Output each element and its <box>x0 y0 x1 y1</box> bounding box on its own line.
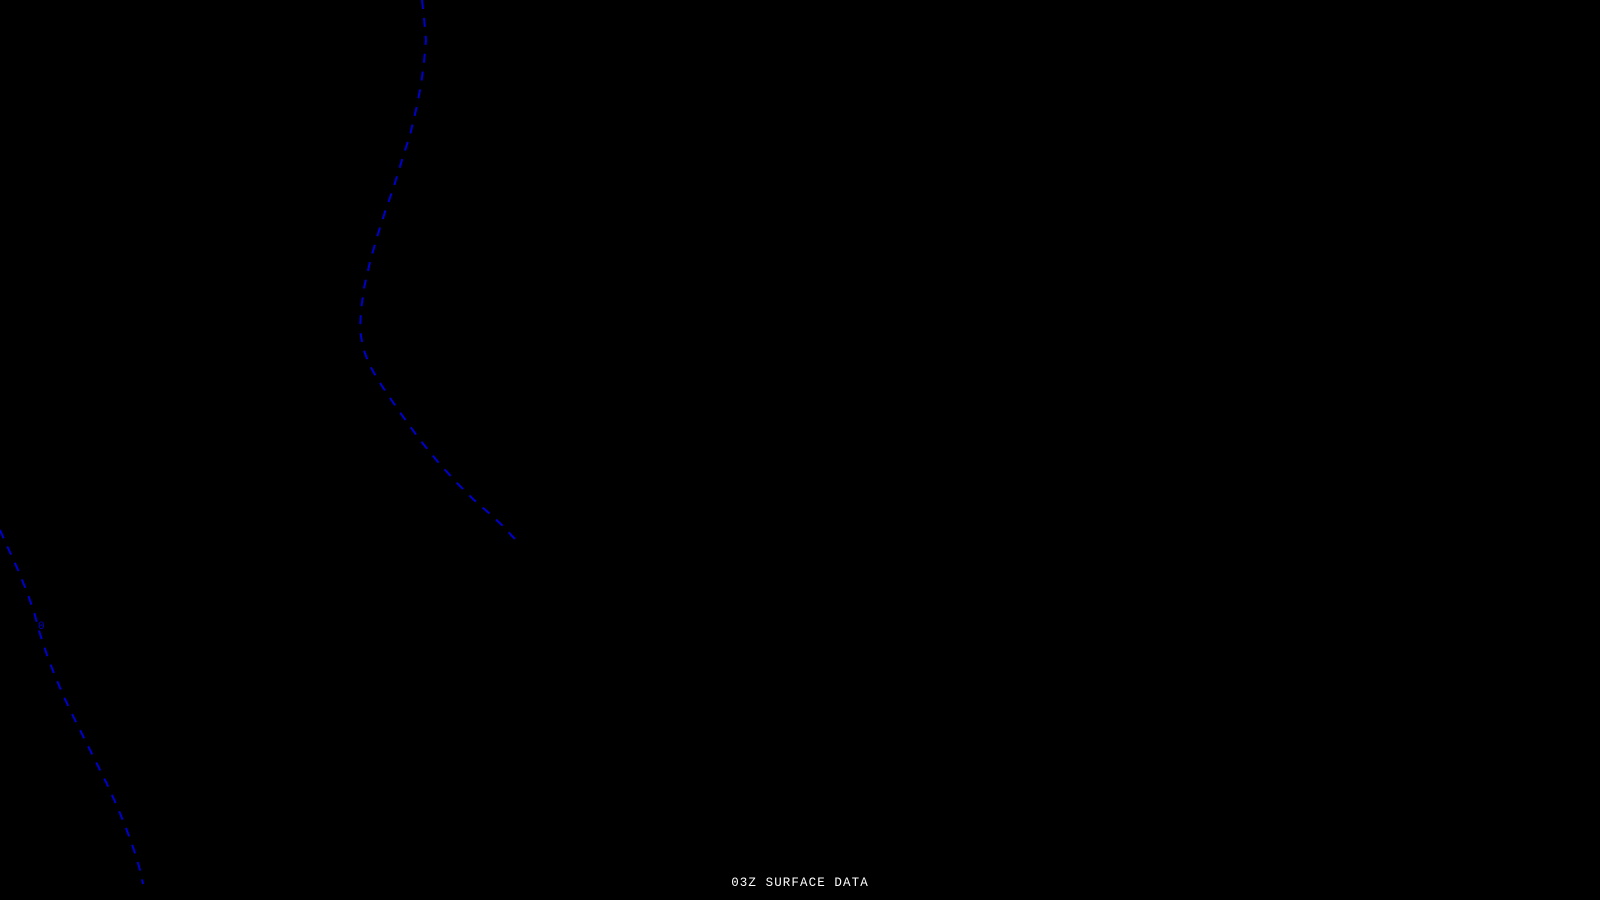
isotherm-label-0: 0 <box>38 621 45 633</box>
isotherm-path-1 <box>0 530 143 884</box>
isotherm-path-0 <box>360 0 517 541</box>
chart-caption: 03Z SURFACE DATA <box>731 876 869 890</box>
isotherm-line-group <box>0 0 517 884</box>
